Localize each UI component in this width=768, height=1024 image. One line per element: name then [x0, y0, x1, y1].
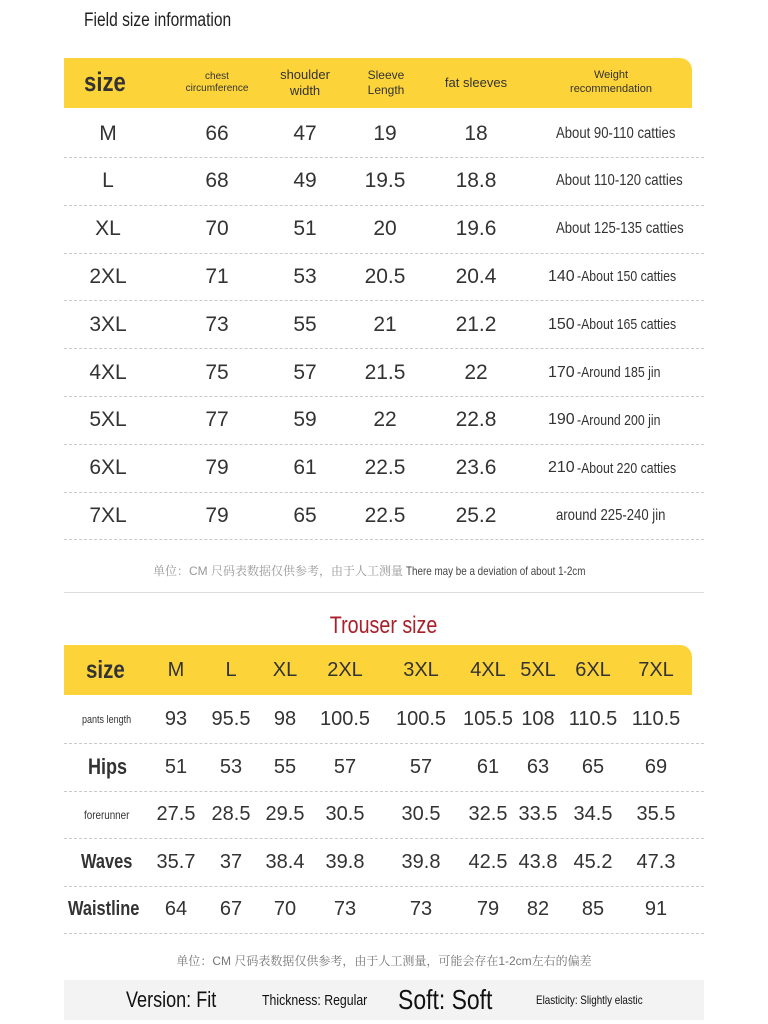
cell-shoulder: 57: [293, 360, 317, 384]
trouser-value: 53: [219, 755, 243, 778]
cell-shoulder: 61: [293, 456, 317, 480]
cell-weight: [548, 445, 698, 492]
size-row: [64, 206, 704, 254]
page-title: Field size information: [84, 10, 232, 31]
trouser-value: 73: [333, 898, 357, 921]
trouser-row-label: Waistline: [68, 898, 140, 921]
trouser-value: 98: [273, 708, 297, 730]
trouser-row: [64, 696, 704, 744]
top-table-note: 单位：CM 尺码表数据仅供参考，由于人工测量 There may be a deviation of about 1-2cm: [153, 564, 586, 578]
trouser-size-header: 5XL: [520, 658, 556, 681]
trouser-value: 30.5: [401, 803, 441, 826]
trouser-value: 95.5: [211, 708, 251, 730]
cell-chest: 68: [205, 169, 229, 193]
trouser-row-label: pants length: [82, 713, 132, 726]
weight-number: 150: [548, 315, 575, 333]
header-size: size: [84, 67, 127, 98]
cell-weight: [548, 253, 698, 300]
trouser-value: 65: [581, 755, 605, 778]
size-row: [64, 445, 704, 493]
section-divider: [64, 592, 704, 593]
cell-chest: 79: [205, 456, 229, 480]
trouser-title: Trouser size: [330, 612, 438, 639]
cell-sleeve: 20: [373, 217, 397, 241]
trouser-size-header: XL: [272, 658, 298, 681]
cell-shoulder: 47: [293, 121, 317, 145]
cell-weight: [554, 492, 704, 539]
cell-fat: 19.6: [455, 217, 497, 241]
cell-size: 3XL: [89, 312, 127, 336]
trouser-value: 82: [526, 898, 550, 921]
trouser-value: 28.5: [211, 803, 251, 826]
trouser-size-header: L: [225, 658, 237, 681]
cell-chest: 79: [205, 503, 229, 527]
weight-text: -About 165 catties: [576, 316, 676, 334]
top-table-header: [64, 58, 692, 108]
trouser-value: 29.5: [265, 803, 305, 826]
cell-chest: 75: [205, 360, 229, 384]
cell-shoulder: 51: [293, 217, 317, 241]
cell-chest: 71: [205, 264, 229, 288]
trouser-value: 110.5: [631, 708, 681, 730]
trouser-value: 55: [273, 755, 297, 778]
trouser-value: 57: [333, 755, 357, 778]
cell-fat: 22.8: [455, 408, 497, 432]
cell-sleeve: 22.5: [364, 503, 406, 527]
trouser-value: 64: [164, 898, 188, 921]
trouser-value: 51: [164, 755, 188, 778]
cell-fat: 18.8: [455, 169, 497, 193]
cell-size: XL: [95, 217, 121, 241]
trouser-value: 33.5: [518, 803, 558, 826]
cell-chest: 73: [205, 312, 229, 336]
trouser-row: [64, 839, 704, 887]
cell-size: L: [102, 169, 114, 193]
trouser-value: 67: [219, 898, 243, 921]
trouser-size-header: M: [167, 658, 185, 681]
cell-shoulder: 49: [293, 169, 317, 193]
cell-sleeve: 21: [373, 312, 397, 336]
trouser-size-header: 7XL: [638, 658, 674, 681]
weight-text: -Around 200 jin: [576, 411, 661, 429]
cell-size: 7XL: [89, 503, 127, 527]
cell-fat: 25.2: [455, 503, 497, 527]
trouser-value: 61: [476, 755, 500, 778]
cell-chest: 70: [205, 217, 229, 241]
cell-size: M: [99, 121, 117, 145]
cell-size: 2XL: [89, 264, 127, 288]
trouser-value: 100.5: [319, 708, 371, 730]
weight-number: 140: [548, 267, 575, 285]
weight-text: around 225-240 jin: [556, 506, 666, 524]
trouser-value: 63: [526, 755, 550, 778]
weight-number: 170: [548, 363, 575, 381]
header-weight: Weight recommendation: [570, 69, 652, 95]
cell-sleeve: 22: [373, 408, 397, 432]
trouser-value: 39.8: [325, 850, 365, 873]
header-chest: chest circumference: [185, 70, 249, 94]
weight-number: 210: [548, 459, 575, 477]
cell-sleeve: 22.5: [364, 456, 406, 480]
trouser-value: 42.5: [468, 850, 508, 873]
trouser-size-header: 4XL: [470, 658, 506, 681]
trouser-value: 32.5: [468, 803, 508, 826]
weight-text: About 125-135 catties: [556, 220, 684, 238]
cell-weight: [554, 206, 704, 253]
cell-size: 6XL: [89, 456, 127, 480]
trouser-size-header: 6XL: [575, 658, 611, 681]
trouser-header-size: size: [86, 655, 126, 684]
size-row: [64, 492, 704, 540]
trouser-row: [64, 886, 704, 934]
cell-sleeve: 21.5: [364, 360, 406, 384]
trouser-value: 37: [219, 850, 243, 873]
trouser-value: 57: [409, 755, 433, 778]
trouser-size-header: 2XL: [327, 658, 363, 681]
cell-fat: 18: [464, 121, 488, 145]
trouser-row-label: forerunner: [84, 807, 130, 822]
trouser-value: 39.8: [401, 850, 441, 873]
trouser-value: 34.5: [573, 803, 613, 826]
cell-weight: [548, 301, 698, 348]
cell-weight: [554, 110, 704, 157]
cell-sleeve: 19: [373, 121, 397, 145]
cell-sleeve: 20.5: [364, 264, 406, 288]
trouser-value: 35.5: [636, 803, 676, 826]
elasticity-label: Elasticity: Slightly elastic: [536, 993, 643, 1007]
trouser-value: 110.5: [568, 708, 618, 730]
size-row: [64, 253, 704, 301]
trouser-value: 43.8: [518, 850, 558, 873]
soft-label: Soft: Soft: [398, 984, 493, 1015]
trouser-value: 27.5: [156, 803, 196, 826]
trouser-row: [64, 744, 704, 792]
cell-size: 5XL: [89, 408, 127, 432]
trouser-table-header: [64, 645, 692, 695]
trouser-value: 85: [581, 898, 605, 921]
cell-fat: 21.2: [455, 312, 497, 336]
trouser-value: 70: [273, 898, 297, 921]
cell-fat: 23.6: [455, 456, 497, 480]
cell-weight: [548, 397, 698, 444]
weight-text: -About 220 catties: [576, 459, 676, 477]
trouser-value: 38.4: [265, 850, 305, 873]
fabric-attributes-bar: [64, 980, 704, 1020]
cell-shoulder: 65: [293, 503, 317, 527]
trouser-value: 105.5: [462, 708, 514, 730]
trouser-row-label: Waves: [80, 850, 133, 873]
thickness-label: Thickness: Regular: [262, 991, 368, 1009]
cell-weight: [554, 158, 704, 205]
trouser-row-label: Hips: [88, 754, 128, 780]
size-row: [64, 301, 704, 349]
size-row: [64, 110, 704, 158]
weight-text: -About 150 catties: [576, 268, 676, 286]
cell-fat: 20.4: [455, 264, 497, 288]
trouser-value: 30.5: [325, 803, 365, 826]
trouser-value: 100.5: [395, 708, 447, 730]
trouser-value: 45.2: [573, 850, 613, 873]
cell-size: 4XL: [89, 360, 127, 384]
trouser-row: [64, 791, 704, 839]
cell-chest: 66: [205, 121, 229, 145]
size-row: [64, 158, 704, 206]
size-row: [64, 349, 704, 397]
header-fat-sleeves: fat sleeves: [444, 74, 508, 90]
trouser-value: 108: [521, 708, 555, 730]
cell-sleeve: 19.5: [364, 169, 406, 193]
trouser-value: 93: [164, 708, 188, 730]
trouser-value: 91: [644, 898, 668, 921]
trouser-value: 69: [644, 755, 668, 778]
weight-text: About 90-110 catties: [556, 124, 676, 142]
cell-chest: 77: [205, 408, 229, 432]
header-sleeve: Sleeve Length: [367, 68, 405, 97]
trouser-table-note: 单位：CM 尺码表数据仅供参考，由于人工测量，可能会存在1-2cm左右的偏差: [176, 954, 592, 968]
size-row: [64, 397, 704, 445]
weight-text: About 110-120 catties: [556, 172, 683, 190]
cell-shoulder: 55: [293, 312, 317, 336]
cell-fat: 22: [464, 360, 488, 384]
cell-weight: [548, 349, 698, 396]
trouser-value: 35.7: [156, 850, 196, 873]
weight-text: -Around 185 jin: [576, 364, 661, 381]
trouser-value: 79: [476, 898, 500, 921]
trouser-value: 47.3: [636, 850, 676, 873]
cell-shoulder: 53: [293, 264, 317, 288]
weight-number: 190: [548, 411, 575, 429]
header-shoulder: shoulder width: [280, 66, 330, 98]
version-label: Version: Fit: [126, 987, 217, 1012]
trouser-value: 73: [409, 898, 433, 921]
trouser-size-header: 3XL: [403, 658, 439, 681]
cell-shoulder: 59: [293, 408, 317, 432]
